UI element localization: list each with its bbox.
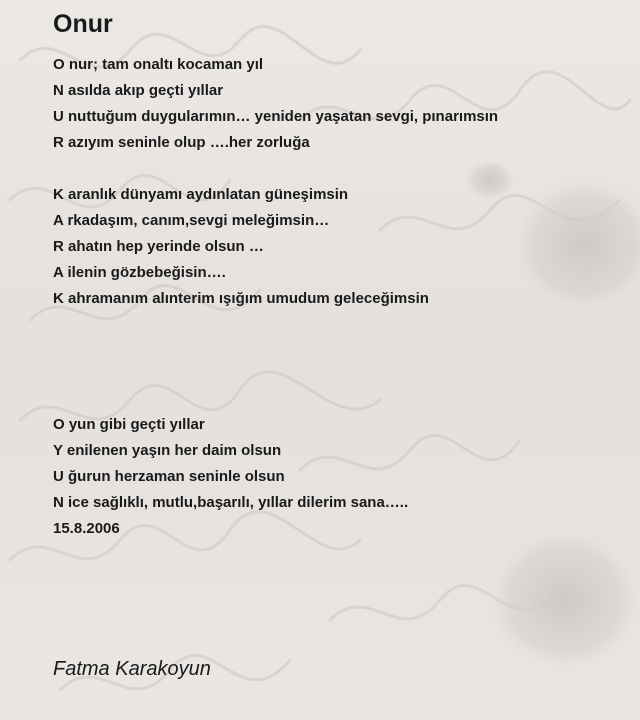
poem-line: A rkadaşım, canım,sevgi meleğimsin… [53,212,330,229]
poem-line: R azıyım seninle olup ….her zorluğa [53,134,310,151]
poem-line: O nur; tam onaltı kocaman yıl [53,56,264,73]
poem-line: U nuttuğum duygularımın… yeniden yaşatan sevgi, pınarımsın [53,108,499,125]
poem-line: R ahatın hep yerinde olsun … [53,238,264,255]
poem-line: Y enilenen yaşın her daim olsun [53,442,282,459]
stanza-2 [53,182,429,312]
poem-line: O yun gibi geçti yıllar [53,416,205,433]
stanza-3 [53,412,408,542]
poem-line: N asılda akıp geçti yıllar [53,82,224,99]
poem-line: K ahramanım alınterim ışığım umudum geleceğimsin [53,290,429,307]
poem-title: Onur [53,10,113,38]
stanza-1 [53,52,498,156]
poem-author: Fatma Karakoyun [53,658,211,680]
poem-line: K aranlık dünyamı aydınlatan güneşimsin [53,186,349,203]
poem-date: 15.8.2006 [53,520,120,537]
poem-line: A ilenin gözbebeğisin…. [53,264,226,281]
poem-line: N ice sağlıklı, mutlu,başarılı, yıllar dilerim sana….. [53,494,409,511]
poem-line: U ğurun herzaman seninle olsun [53,468,285,485]
